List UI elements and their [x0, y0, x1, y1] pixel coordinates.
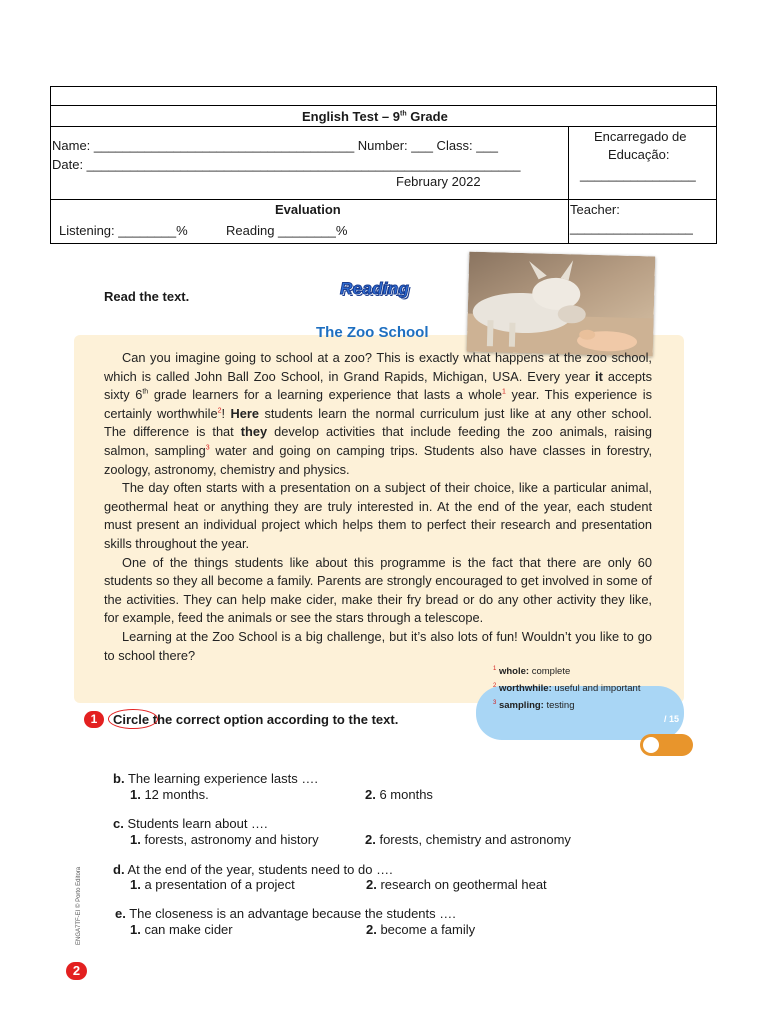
- answer-option[interactable]: 2. research on geothermal heat: [366, 877, 547, 892]
- test-header-table: [50, 86, 717, 244]
- score-label: / 15: [664, 714, 680, 724]
- glossary-entry: $^3$ sampling: testing: [493, 700, 575, 712]
- answer-option[interactable]: 2. forests, chemistry and astronomy: [365, 832, 571, 847]
- test-title: English Test – 9th Grade: [302, 109, 448, 124]
- table-divider: [51, 105, 716, 106]
- article-body: [104, 349, 652, 665]
- exercise-number-badge: 1: [84, 711, 104, 728]
- goat-photo: [467, 252, 656, 357]
- answer-option[interactable]: 1. forests, astronomy and history: [130, 832, 319, 847]
- question-stem: d. At the end of the year, students need to do ….: [113, 862, 393, 877]
- page-number-badge: 2: [66, 962, 87, 980]
- article-paragraph: The day often starts with a presentation on a subject of their choice, like a particular animal, geothermal heat or anything they are truly interested in. At the end of the year, each student must present an individual project which helps them to perfect their research and presentation skills throughout the year.: [104, 480, 652, 551]
- question-stem: e. The closeness is an advantage because the students ….: [115, 906, 456, 921]
- evaluation-label: Evaluation: [275, 202, 341, 217]
- teacher-signature-line[interactable]: _________________: [570, 220, 693, 235]
- name-field-line[interactable]: Name: ____________________________________ Number: ___ Class: ___: [52, 138, 498, 153]
- glossary-entry: $^1$ whole: complete: [493, 666, 571, 678]
- article-paragraph: One of the things students like about this programme is the fact that there are only 60 students so they all become a family. Parents are strongly encouraged to get involved in some of the activities. They can help make cider, make their fry bread or do any other activity they like, for example, feed the animals or see the stars through a telescope.: [104, 554, 652, 626]
- goat-feeding-image: [467, 252, 656, 357]
- toggle-knob: [643, 737, 659, 753]
- question-stem: b. The learning experience lasts ….: [113, 771, 318, 786]
- answer-option[interactable]: 1. 12 months.: [130, 787, 209, 802]
- reading-section-logo: Reading: [340, 279, 410, 298]
- glossary-entry: $^2$ worthwhile: useful and important: [493, 683, 641, 695]
- table-column-divider: [568, 126, 569, 243]
- reading-score-field[interactable]: Reading ________%: [226, 223, 348, 238]
- article-paragraph: Learning at the Zoo School is a big challenge, but it’s also lots of fun! Wouldn’t you like to go to school there?: [104, 628, 652, 663]
- test-date: February 2022: [396, 174, 481, 189]
- guardian-label: Educação:: [608, 147, 670, 162]
- answer-option[interactable]: 2. become a family: [366, 922, 476, 937]
- exercise-instruction: Circle the correct option according to the text.: [113, 712, 399, 727]
- listening-score-field[interactable]: Listening: ________%: [59, 223, 188, 238]
- circle-highlight-mark: [108, 709, 158, 729]
- article-paragraph: Can you imagine going to school at a zoo? This is exactly what happens at the zoo school, which is called John Ball Zoo School, in Grand Rapids, Michigan, USA. Every year it accepts sixty 6th grade learners for a learning experience that lasts a whole$^1$ year. This experience is certainly worthwhile$^2$! Here students learn the normal curriculum just like at any other school. The difference is that they develop activities that include feeding the zoo animals, raising salmon, sampling$^3$ water and going on camping trips. Students also have classes in forestry, zoology, astronomy, chemistry and physics.: [104, 350, 653, 477]
- answer-option[interactable]: 2. 6 months: [365, 787, 433, 802]
- answer-option[interactable]: 1. a presentation of a project: [130, 877, 295, 892]
- guardian-signature-line[interactable]: ________________: [580, 167, 696, 182]
- table-divider: [51, 126, 716, 127]
- publisher-credit: ENGA7TF-EI © Porto Editora: [76, 866, 82, 945]
- answer-option[interactable]: 1. can make cider: [130, 922, 233, 937]
- teacher-label: Teacher:: [570, 202, 620, 217]
- question-stem: c. Students learn about ….: [113, 816, 268, 831]
- read-instruction: Read the text.: [104, 289, 190, 304]
- article-title: The Zoo School: [316, 324, 429, 341]
- table-divider: [51, 199, 716, 200]
- date-field-line[interactable]: Date: ____________________________________________________________: [52, 157, 521, 172]
- guardian-label: Encarregado de: [594, 129, 687, 144]
- score-toggle[interactable]: [640, 734, 693, 756]
